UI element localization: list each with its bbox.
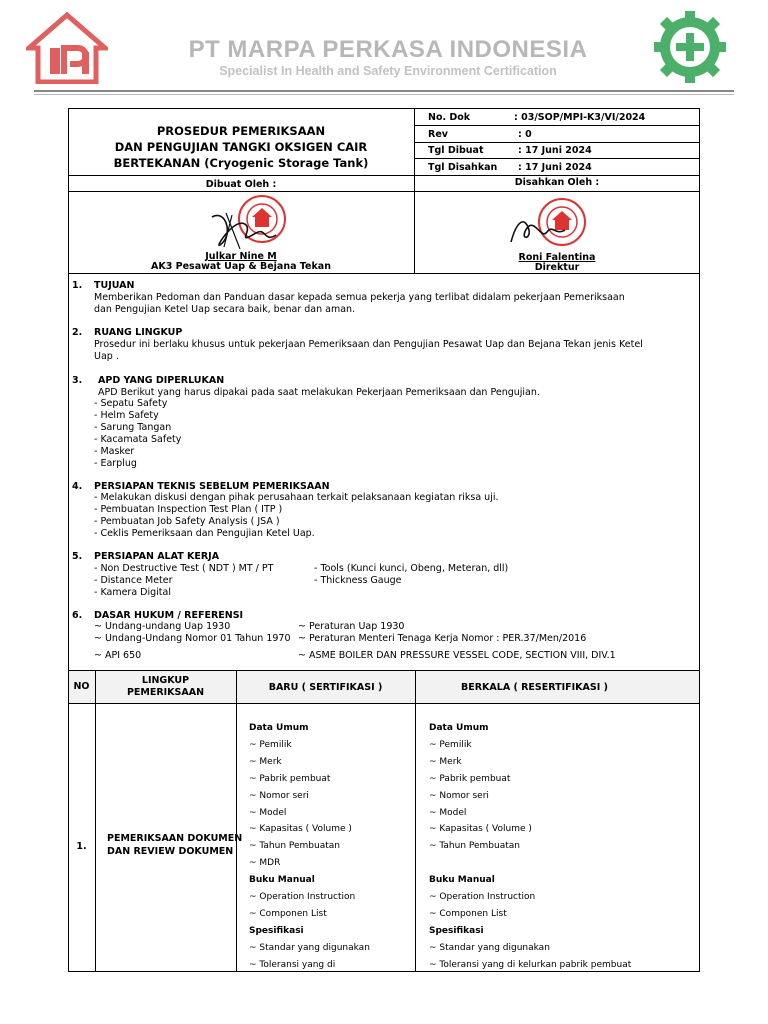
apd-list-item: - Kacamata Safety bbox=[94, 434, 182, 445]
document-title: PROSEDUR PEMERIKSAAN DAN PENGUJIAN TANGKI OKSIGEN CAIR BERTEKANAN (Cryogenic Storage Tank) bbox=[113, 124, 369, 170]
tool-list-item: - Thickness Gauge bbox=[314, 575, 402, 586]
meta-value-no-dok: : 03/SOP/MPI-K3/VI/2024 bbox=[514, 112, 646, 123]
section-6-number: 6. bbox=[72, 610, 83, 621]
checklist-item: ~ Pabrik pembuat bbox=[429, 773, 511, 784]
checklist-heading: Data Umum bbox=[249, 723, 309, 733]
checklist-item: ~ Toleransi yang di bbox=[249, 959, 336, 970]
section-1-number: 1. bbox=[72, 280, 83, 291]
reference-item: ~ ASME BOILER DAN PRESSURE VESSEL CODE, SECTION VIII, DIV.1 bbox=[298, 650, 616, 661]
prep-list-item: - Melakukan diskusi dengan pihak perusahaan terkait pelaksanaan kegiatan riksa uji. bbox=[94, 492, 499, 503]
col-header-new: BARU ( SERTIFIKASI ) bbox=[268, 682, 383, 693]
col-header-no: NO bbox=[73, 681, 90, 692]
meta-label-tgl-dibuat: Tgl Dibuat bbox=[428, 145, 484, 156]
apd-list-item: - Sarung Tangan bbox=[94, 422, 172, 433]
section-1-title: TUJUAN bbox=[94, 280, 135, 291]
checklist-item: ~ Kapasitas ( Volume ) bbox=[429, 824, 532, 835]
section-3-number: 3. bbox=[72, 375, 83, 386]
reference-item: ~ API 650 bbox=[94, 650, 142, 661]
header-divider bbox=[34, 90, 734, 92]
tool-list-item: - Distance Meter bbox=[94, 575, 173, 586]
checklist-item: ~ Model bbox=[249, 807, 287, 818]
checklist-item: ~ Tahun Pembuatan bbox=[249, 841, 340, 852]
reference-item: ~ Undang-Undang Nomor 01 Tahun 1970 bbox=[94, 633, 291, 644]
checklist-item: ~ Standar yang digunakan bbox=[429, 942, 550, 953]
section-5-title: PERSIAPAN ALAT KERJA bbox=[94, 551, 220, 562]
checklist-item: ~ Kapasitas ( Volume ) bbox=[249, 824, 352, 835]
checklist-item: ~ Operation Instruction bbox=[429, 892, 536, 902]
section-3-intro: APD Berikut yang harus dipakai pada saat melakukan Pekerjaan Pemeriksaan dan Pengujian. bbox=[98, 387, 540, 398]
row-scope: DAN REVIEW DOKUMEN bbox=[107, 846, 234, 857]
section-5-number: 5. bbox=[72, 551, 83, 562]
checklist-heading: Spesifikasi bbox=[429, 925, 484, 936]
signer1-role: AK3 Pesawat Uap & Bejana Tekan bbox=[151, 261, 331, 272]
checklist-item: ~ Toleransi yang di kelurkan pabrik pembuat bbox=[429, 959, 632, 970]
tool-list-item: - Kamera Digital bbox=[94, 587, 171, 598]
section-2-number: 2. bbox=[72, 327, 83, 338]
checklist-item: ~ Merk bbox=[429, 756, 462, 767]
checklist-item: ~ Nomor seri bbox=[249, 790, 309, 801]
prep-list-item: - Pembuatan Job Safety Analysis ( JSA ) bbox=[94, 516, 280, 527]
col-header-scope: PEMERIKSAAN bbox=[126, 687, 205, 698]
company-name: PT MARPA PERKASA INDONESIA bbox=[188, 36, 588, 63]
meta-value-tgl-disahkan: : 17 Juni 2024 bbox=[518, 162, 592, 173]
checklist-item: ~ Merk bbox=[249, 756, 282, 767]
meta-value-tgl-dibuat: : 17 Juni 2024 bbox=[518, 145, 592, 156]
section-1-text: dan Pengujian Ketel Uap secara baik, benar dan aman. bbox=[94, 304, 356, 315]
apd-list-item: - Earplug bbox=[94, 458, 137, 469]
section-4-number: 4. bbox=[72, 481, 83, 492]
col-header-scope: LINGKUP bbox=[141, 675, 190, 686]
tool-list-item: - Tools (Kunci kunci, Obeng, Meteran, dll) bbox=[314, 563, 509, 574]
row-number: 1. bbox=[76, 841, 87, 852]
meta-label-rev: Rev bbox=[428, 129, 448, 140]
meta-value-rev: : 0 bbox=[518, 129, 532, 140]
section-3-title: APD YANG DIPERLUKAN bbox=[98, 375, 225, 386]
signature-roni-icon bbox=[505, 210, 575, 254]
apd-list-item: - Helm Safety bbox=[94, 410, 159, 421]
row-scope: PEMERIKSAAN DOKUMEN bbox=[107, 833, 243, 844]
section-1-text: Memberikan Pedoman dan Panduan dasar kepada semua pekerja yang terlibat didalam pekerjaan Pemeriksaan bbox=[94, 292, 625, 303]
signer2-role: Direktur bbox=[534, 262, 580, 273]
disahkan-oleh-label: Disahkan Oleh : bbox=[514, 177, 600, 188]
checklist-item: ~ Componen List bbox=[429, 908, 507, 919]
k3-safety-logo-icon bbox=[648, 10, 732, 84]
meta-label-no-dok: No. Dok bbox=[428, 112, 471, 123]
col-header-periodic: BERKALA ( RESERTIFIKASI ) bbox=[461, 682, 608, 693]
tool-list-item: - Non Destructive Test ( NDT ) MT / PT bbox=[94, 563, 274, 574]
apd-list-item: - Masker bbox=[94, 446, 135, 457]
reference-item: ~ Peraturan Uap 1930 bbox=[298, 621, 405, 632]
signer2-name: Roni Falentina bbox=[518, 252, 596, 263]
reference-item: ~ Undang-undang Uap 1930 bbox=[94, 621, 231, 632]
header-divider-thin bbox=[34, 94, 734, 95]
company-logo-icon bbox=[26, 12, 108, 84]
company-tagline: Specialist In Health and Safety Environment Certification bbox=[219, 64, 557, 78]
checklist-item: ~ Model bbox=[429, 807, 467, 818]
checklist-heading: Buku Manual bbox=[429, 875, 495, 886]
section-2-text: Uap . bbox=[94, 351, 119, 362]
apd-list-item: - Sepatu Safety bbox=[94, 398, 168, 409]
checklist-item: ~ Pemilik bbox=[249, 739, 292, 750]
checklist-item: ~ Componen List bbox=[249, 908, 327, 919]
checklist-item: ~ Standar yang digunakan bbox=[249, 942, 370, 953]
signer1-name: Julkar Nine M bbox=[205, 251, 277, 262]
checklist-heading: Data Umum bbox=[429, 723, 489, 733]
section-2-text: Prosedur ini berlaku khusus untuk pekerjaan Pemeriksaan dan Pengujian Pesawat Uap dan Bejana Tekan jenis Ketel bbox=[94, 339, 643, 350]
prep-list-item: - Pembuatan Inspection Test Plan ( ITP ) bbox=[94, 504, 283, 515]
dibuat-oleh-label: Dibuat Oleh : bbox=[205, 179, 277, 190]
checklist-item: ~ Tahun Pembuatan bbox=[429, 841, 520, 852]
meta-label-tgl-disahkan: Tgl Disahkan bbox=[428, 162, 498, 173]
checklist-item: ~ Pemilik bbox=[429, 739, 472, 750]
checklist-item: ~ Operation Instruction bbox=[249, 892, 356, 902]
section-2-title: RUANG LINGKUP bbox=[94, 327, 183, 338]
checklist-item: ~ Pabrik pembuat bbox=[249, 773, 331, 784]
checklist-item: ~ Nomor seri bbox=[429, 790, 489, 801]
section-4-title: PERSIAPAN TEKNIS SEBELUM PEMERIKSAAN bbox=[94, 481, 330, 492]
checklist-heading: Spesifikasi bbox=[249, 925, 304, 936]
prep-list-item: - Ceklis Pemeriksaan dan Pengujian Ketel Uap. bbox=[94, 528, 315, 539]
reference-item: ~ Peraturan Menteri Tenaga Kerja Nomor : PER.37/Men/2016 bbox=[298, 633, 587, 644]
section-6-title: DASAR HUKUM / REFERENSI bbox=[94, 610, 244, 621]
checklist-heading: Buku Manual bbox=[249, 875, 315, 886]
checklist-item: ~ MDR bbox=[249, 858, 281, 869]
